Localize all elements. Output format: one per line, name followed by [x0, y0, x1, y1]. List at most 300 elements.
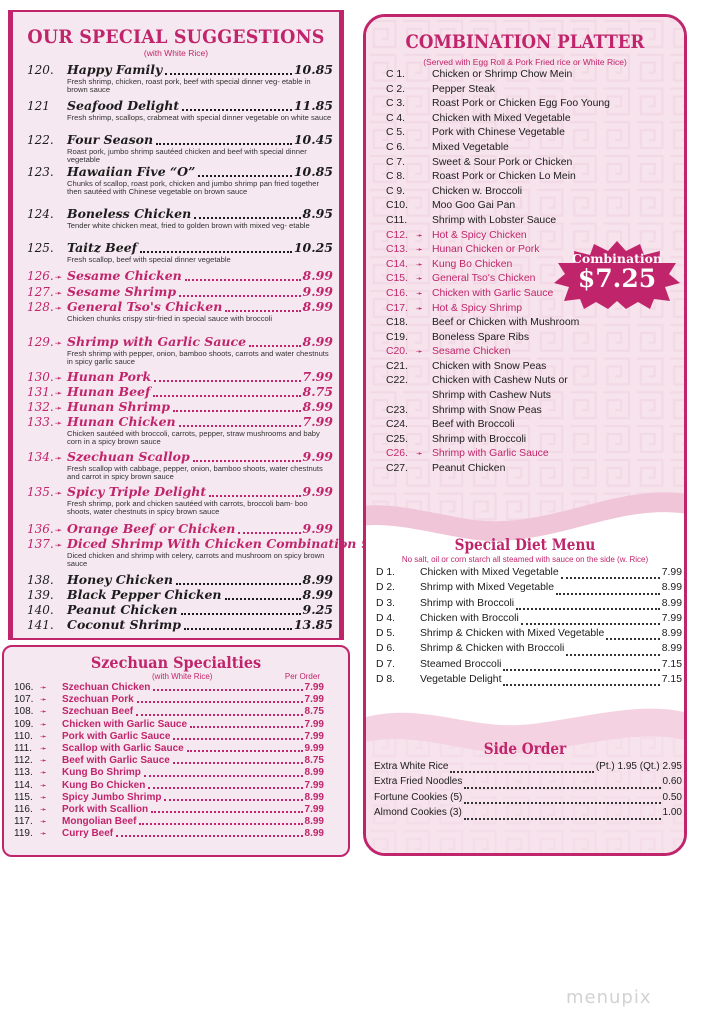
item-number: 124.: [27, 207, 54, 221]
combination-item: [386, 361, 646, 376]
pepper-arrow-icon: ➛: [54, 526, 63, 536]
item-code: C13.: [386, 244, 408, 256]
combination-item: [386, 317, 646, 332]
combination-item: [386, 463, 646, 478]
item-name: Chicken with Snow Peas: [432, 360, 547, 372]
pepper-arrow-icon: ➛: [54, 389, 63, 399]
item-price: 7.99: [661, 567, 682, 578]
item-name: Sesame Chicken: [67, 268, 182, 283]
item-code: C15.: [386, 273, 408, 285]
special-suggestions-panel: [8, 10, 357, 640]
menu-item: [27, 206, 333, 230]
item-price: 10.45: [293, 132, 333, 147]
dot-leader: [184, 628, 292, 630]
dot-leader: [148, 787, 302, 789]
menu-item-line: [27, 572, 333, 588]
szechuan-item: [14, 828, 324, 840]
item-name: Orange Beef or Chicken: [67, 521, 236, 536]
pepper-arrow-icon: ➛: [54, 289, 63, 299]
pepper-arrow-icon: ➛: [54, 374, 63, 384]
item-price: 7.99: [304, 803, 324, 815]
pepper-arrow-icon: ➛: [40, 756, 47, 766]
item-name: Moo Goo Gai Pan: [432, 200, 516, 212]
item-name: Peanut Chicken: [67, 602, 178, 617]
item-name: Beef or Chicken with Mushroom: [432, 317, 580, 329]
menu-item: [27, 132, 333, 165]
menu-item-line: [27, 369, 333, 385]
item-name: Curry Beef: [62, 828, 114, 840]
item-code: C 3.: [386, 98, 406, 110]
combination-item: C13. ➛ Hunan Chicken or Pork: [386, 244, 540, 256]
item-name: Four Season: [67, 132, 154, 147]
item-code: D 3.: [376, 597, 396, 609]
dot-leader: [521, 623, 660, 625]
combination-item: C14. ➛ Kung Bo Chicken: [386, 258, 513, 270]
combination-item: C20. ➛ Sesame Chicken: [386, 346, 511, 358]
item-number: 113.: [14, 767, 33, 779]
item-code: C20.: [386, 346, 408, 358]
item-number: 135.➛: [27, 485, 63, 499]
item-number: 120.: [27, 63, 54, 77]
menu-item: [27, 334, 333, 367]
pepper-arrow-icon: ➛: [40, 829, 47, 839]
item-description: Chicken chunks crispy stir-fried in special sauce with broccoli: [67, 314, 273, 323]
item-price: 8.99: [661, 582, 682, 594]
dot-leader: [194, 217, 300, 219]
item-name: Black Pepper Chicken: [67, 587, 222, 602]
menu-item-line: [27, 414, 333, 430]
item-name: Honey Chicken: [67, 572, 173, 587]
item-price: 8.75: [304, 755, 324, 767]
menu-item: [27, 299, 333, 323]
item-price: 7.15: [661, 658, 682, 670]
szechuan-item: [14, 816, 324, 828]
pepper-arrow-icon: ➛: [54, 304, 63, 314]
dot-leader: [198, 175, 292, 177]
badge-label: Combination: [571, 251, 663, 266]
dot-leader: [181, 613, 301, 615]
item-code: C 7.: [386, 156, 406, 168]
item-name: Hot & Spicy Shrimp: [432, 302, 523, 314]
item-price: 8.99: [661, 643, 682, 655]
item-price: 8.75: [302, 384, 333, 399]
item-price: 7.99: [302, 414, 333, 429]
item-number: 128.➛: [27, 300, 63, 314]
menu-item: [27, 62, 333, 95]
right-panel: [363, 14, 687, 856]
item-name: Pepper Steak: [432, 83, 495, 95]
item-name: Beef with Broccoli: [432, 419, 515, 431]
item-description: Fresh shrimp, pork and chicken sautéed with carrots, broccoli bam- boo shoots, water chestnuts in spicy brown sauce: [67, 499, 308, 517]
pepper-arrow-icon: ➛: [54, 339, 63, 349]
szechuan-item: [14, 731, 324, 743]
item-name: Szechuan Scallop: [67, 449, 190, 464]
diet-item: [376, 643, 682, 658]
item-name: Scallop with Garlic Sauce: [62, 742, 184, 754]
item-name: Hunan Beef: [67, 384, 151, 399]
item-description: Fresh shrimp, chicken, roast pork, beef with special dinner veg- etable in brown sauce: [67, 77, 311, 95]
menu-item: [27, 572, 333, 588]
item-price: 13.85: [293, 617, 333, 632]
item-number: 139.: [27, 588, 54, 602]
pepper-arrow-icon: ➛: [40, 707, 47, 717]
item-name: Taitz Beef: [67, 240, 138, 255]
item-code: C24.: [386, 419, 408, 431]
item-price: 8.99: [304, 816, 324, 828]
item-price: 7.99: [661, 612, 682, 624]
menu-item: [27, 536, 357, 569]
diet-item: [376, 598, 682, 613]
item-code: C21.: [386, 360, 408, 372]
combination-item: [386, 405, 646, 420]
dot-leader: [464, 787, 660, 789]
item-name: Szechuan Beef: [62, 706, 134, 718]
item-price: 8.99: [304, 767, 324, 779]
dot-leader: [238, 532, 300, 534]
dot-leader: [179, 295, 300, 297]
side-order-list: [374, 761, 682, 823]
pepper-arrow-icon: ➛: [40, 792, 47, 802]
item-name: Chicken with Cashew Nuts or: [432, 375, 568, 387]
item-price: 7.99: [304, 779, 324, 791]
item-price: 8.99: [302, 334, 333, 349]
dot-leader: [176, 583, 301, 585]
combination-item: [386, 113, 646, 128]
item-number: 126.➛: [27, 269, 63, 283]
pepper-arrow-icon: ➛: [40, 743, 47, 753]
szechuan-item: [14, 743, 324, 755]
dot-leader: [450, 771, 593, 773]
combination-item: [386, 69, 646, 84]
item-number: 110.: [14, 730, 33, 742]
item-price: 0.60: [662, 776, 682, 788]
szechuan-item: [14, 804, 324, 816]
item-name: Sweet & Sour Pork or Chicken: [432, 156, 573, 168]
menu-item: [27, 617, 333, 633]
menu-item-line: [27, 62, 333, 78]
combination-item: [386, 332, 646, 347]
menu-item: [27, 414, 333, 447]
menu-item-line: [27, 132, 333, 148]
item-price: 8.99: [302, 572, 333, 587]
combination-item: [386, 142, 646, 157]
szechuan-subtitle: (with White Rice): [152, 672, 213, 681]
szechuan-item: [14, 706, 324, 718]
item-name: Shrimp & Chicken with Broccoli: [420, 643, 565, 655]
item-price: 8.99: [304, 791, 324, 803]
special-diet-subtitle: No salt, oil or corn starch all steamed with sauce on the side (w. Rice): [401, 555, 649, 564]
item-name: Kung Bo Chicken: [62, 779, 146, 791]
special-diet-title: Special Diet Menu: [454, 535, 596, 554]
item-number: 115.: [14, 791, 33, 803]
item-name: Happy Family: [67, 62, 163, 77]
pepper-arrow-icon: ➛: [54, 489, 63, 499]
item-name: Boneless Spare Ribs: [432, 331, 530, 343]
item-price: 8.99: [302, 399, 333, 414]
item-number: 138.: [27, 573, 54, 587]
item-code: C 2.: [386, 83, 406, 95]
item-code: D 7.: [376, 658, 396, 670]
dot-leader: [225, 310, 300, 312]
combination-item: C17. ➛ Hot & Spicy Shrimp: [386, 302, 523, 314]
dot-leader: [139, 823, 302, 825]
item-price: 8.99: [302, 268, 333, 283]
item-code: C10.: [386, 200, 408, 212]
item-name: Kung Bo Shrimp: [62, 767, 141, 779]
item-name: Chicken with Garlic Sauce: [62, 718, 188, 730]
item-name: Fortune Cookies (5): [374, 791, 463, 803]
diet-item: [376, 628, 682, 643]
item-number: 140.: [27, 603, 54, 617]
combination-item: [386, 186, 646, 201]
item-code: C18.: [386, 317, 408, 329]
szechuan-item: [14, 682, 324, 694]
item-name: Seafood Delight: [67, 98, 180, 113]
item-description: Fresh shrimp with pepper, onion, bamboo shoots, carrots and water chestnuts in spicy garlic sauce: [67, 349, 329, 367]
side-order-item: [374, 761, 682, 776]
pepper-arrow-icon: ➛: [54, 541, 63, 551]
item-number: 117.: [14, 816, 33, 828]
combination-item: [386, 390, 646, 405]
dot-leader: [140, 251, 292, 253]
item-number: 106.: [14, 682, 34, 693]
dot-leader: [193, 460, 301, 462]
item-code: C17.: [386, 302, 408, 314]
item-code: C 6.: [386, 141, 406, 153]
item-number: 122.: [27, 133, 54, 147]
dot-leader: [136, 714, 302, 716]
item-name: Sesame Shrimp: [67, 284, 177, 299]
item-price: 8.99: [661, 597, 682, 609]
item-price: 8.75: [304, 706, 324, 718]
diet-item: [376, 582, 682, 597]
item-name: Hunan Chicken or Pork: [432, 244, 540, 256]
menu-item-line: [27, 617, 333, 633]
dot-leader: [173, 738, 302, 740]
item-description: Fresh shrimp, scallops, crabmeat with special dinner vegetable on white sauce: [67, 113, 332, 122]
combination-price-badge: [552, 239, 682, 311]
item-name: Pork with Garlic Sauce: [62, 730, 171, 742]
menu-item: [27, 484, 333, 517]
item-name: Chicken with Broccoli: [420, 612, 519, 624]
item-name: Extra White Rice: [374, 761, 449, 772]
item-name: Shrimp with Mixed Vegetable: [420, 582, 554, 594]
menu-item-line: [27, 399, 333, 415]
item-code: C19.: [386, 331, 408, 343]
item-price: 7.99: [304, 682, 324, 693]
dot-leader: [225, 598, 301, 600]
item-price: 7.99: [304, 694, 324, 706]
item-code: C27.: [386, 463, 408, 475]
pepper-arrow-icon: ➛: [40, 804, 47, 814]
item-name: Hawaiian Five “O”: [67, 164, 196, 179]
dot-leader: [566, 654, 659, 656]
item-name: Peanut Chicken: [432, 463, 506, 475]
dot-leader: [153, 689, 302, 691]
item-name: Mixed Vegetable: [432, 141, 509, 153]
item-name: Szechuan Pork: [62, 694, 134, 706]
pepper-arrow-icon: ➛: [40, 780, 47, 790]
dot-leader: [187, 750, 303, 752]
diet-item: [376, 613, 682, 628]
item-name: Shrimp with Lobster Sauce: [432, 214, 557, 226]
item-code: C22.: [386, 375, 408, 387]
combination-title: COMBINATION PLATTER: [405, 31, 645, 53]
item-number: 109.: [14, 718, 34, 730]
dot-leader: [606, 638, 660, 640]
menu-item-line: [27, 536, 357, 552]
menu-item-line: [27, 602, 333, 618]
combination-item: [386, 434, 646, 449]
item-name: Chicken with Mixed Vegetable: [420, 567, 559, 578]
combination-subtitle: (Served with Egg Roll & Pork Fried rice or White Rice): [423, 57, 627, 67]
item-name: Extra Fried Noodles: [374, 776, 463, 788]
szechuan-item: [14, 792, 324, 804]
item-code: C 9.: [386, 185, 406, 197]
menu-item: [27, 284, 333, 300]
item-code: D 6.: [376, 643, 396, 655]
item-name: Szechuan Chicken: [62, 682, 151, 693]
item-name: Vegetable Delight: [420, 674, 502, 686]
dot-leader: [137, 701, 303, 703]
menu-item-line: [27, 521, 333, 537]
item-description: Fresh scallop with cabbage, pepper, onion, bamboo shoots, water chestnuts and carrot in spicy brown sauce: [67, 464, 323, 482]
item-number: 125.: [27, 241, 54, 255]
item-code: C25.: [386, 433, 408, 445]
item-name: Shrimp with Snow Peas: [432, 404, 542, 416]
item-number: 131.➛: [27, 385, 63, 399]
menu-item-line: [27, 384, 333, 400]
menu-item-line: [27, 334, 333, 350]
item-name: Chicken w. Broccoli: [432, 185, 523, 197]
diet-item: [376, 567, 682, 582]
item-code: D 8.: [376, 674, 396, 686]
menu-item-line: [27, 587, 333, 603]
item-number: 108.: [14, 706, 34, 718]
menu-item: [27, 399, 333, 415]
item-name: Sesame Chicken: [432, 346, 511, 358]
pepper-arrow-icon: ➛: [54, 273, 63, 283]
pepper-arrow-icon: ➛: [40, 768, 47, 778]
item-code: C23.: [386, 404, 408, 416]
item-price: 9.99: [302, 449, 333, 464]
item-price: 8.99: [304, 828, 324, 840]
item-number: 141.: [27, 618, 54, 632]
item-number: 116.: [14, 803, 33, 815]
item-number: 137.➛: [27, 537, 63, 551]
menu-item: [27, 521, 333, 537]
item-number: 127.➛: [27, 285, 63, 299]
menu-item-line: [27, 206, 333, 222]
item-price: 9.25: [302, 602, 333, 617]
item-price: 8.95: [302, 206, 333, 221]
pepper-arrow-icon: ➛: [54, 404, 63, 414]
menu-item: [27, 602, 333, 618]
watermark-logo: menupix: [566, 987, 652, 1008]
item-number: 132.➛: [27, 400, 63, 414]
menu-item: [27, 268, 333, 284]
item-number: 130.➛: [27, 370, 63, 384]
item-price: 9.99: [302, 521, 333, 536]
menu-item: [27, 587, 333, 603]
item-name: Beef with Garlic Sauce: [62, 755, 170, 767]
menu-item-line: [27, 449, 333, 465]
item-name: General Tso's Chicken: [67, 299, 223, 314]
item-name: Steamed Broccoli: [420, 658, 502, 670]
special-diet-list: [376, 567, 682, 689]
item-price: 0.50: [662, 791, 682, 803]
item-price: 7.15: [661, 674, 682, 686]
dot-leader: [151, 811, 302, 813]
combination-item: [386, 419, 646, 434]
dot-leader: [182, 109, 292, 111]
combination-item: C16. ➛ Chicken with Garlic Sauce: [386, 287, 554, 299]
combination-item: [386, 375, 646, 390]
item-price: 9.99: [302, 484, 333, 499]
dot-leader: [464, 818, 661, 820]
dot-leader: [185, 279, 301, 281]
item-code: D 5.: [376, 628, 396, 640]
item-code: C 1.: [386, 69, 406, 80]
dot-leader: [561, 577, 660, 579]
item-name: Spicy Triple Delight: [67, 484, 207, 499]
dot-leader: [503, 669, 659, 671]
pepper-arrow-icon: ➛: [40, 719, 47, 729]
item-name: Shrimp with Garlic Sauce: [67, 334, 247, 349]
szechuan-item: [14, 767, 324, 779]
dot-leader: [503, 684, 659, 686]
diet-item: [376, 674, 682, 689]
szechuan-item: [14, 719, 324, 731]
item-code: C12.: [386, 229, 408, 241]
item-price: 1.00: [662, 807, 682, 819]
item-price: (Pt.) 1.95 (Qt.) 2.95: [595, 761, 682, 772]
item-price: 10.85: [293, 164, 333, 179]
dot-leader: [209, 495, 300, 497]
side-order-item: [374, 792, 682, 807]
item-code: C16.: [386, 287, 408, 299]
szechuan-item: [14, 780, 324, 792]
side-order-title: Side Order: [483, 739, 567, 758]
menu-item: [27, 449, 333, 482]
badge-price: $7.25: [577, 264, 657, 293]
item-name: Spicy Jumbo Shrimp: [62, 791, 162, 803]
item-code: D 1.: [376, 567, 396, 578]
item-name: Shrimp with Broccoli: [432, 433, 527, 445]
side-order-item: [374, 776, 682, 791]
item-number: 112.: [14, 755, 33, 767]
item-number: 114.: [14, 779, 33, 791]
item-name: Shrimp with Garlic Sauce: [432, 448, 549, 460]
item-name: Shrimp with Broccoli: [420, 597, 515, 609]
item-name: Shrimp with Cashew Nuts: [432, 390, 551, 402]
dot-leader: [190, 726, 302, 728]
combination-item: [386, 171, 646, 186]
menu-item-line: [27, 484, 333, 500]
combination-item: [386, 157, 646, 172]
dot-leader: [144, 775, 303, 777]
item-code: C 8.: [386, 171, 406, 183]
menu-item-line: [27, 98, 333, 114]
menu-item: [27, 164, 333, 197]
item-name: Hunan Chicken: [67, 414, 176, 429]
combination-item: [386, 215, 646, 230]
item-price: 7.99: [304, 730, 324, 742]
item-price: 9.99: [304, 742, 324, 754]
item-name: Roast Pork or Chicken Lo Mein: [432, 171, 576, 183]
pepper-arrow-icon: ➛: [54, 454, 63, 464]
dot-leader: [556, 593, 660, 595]
